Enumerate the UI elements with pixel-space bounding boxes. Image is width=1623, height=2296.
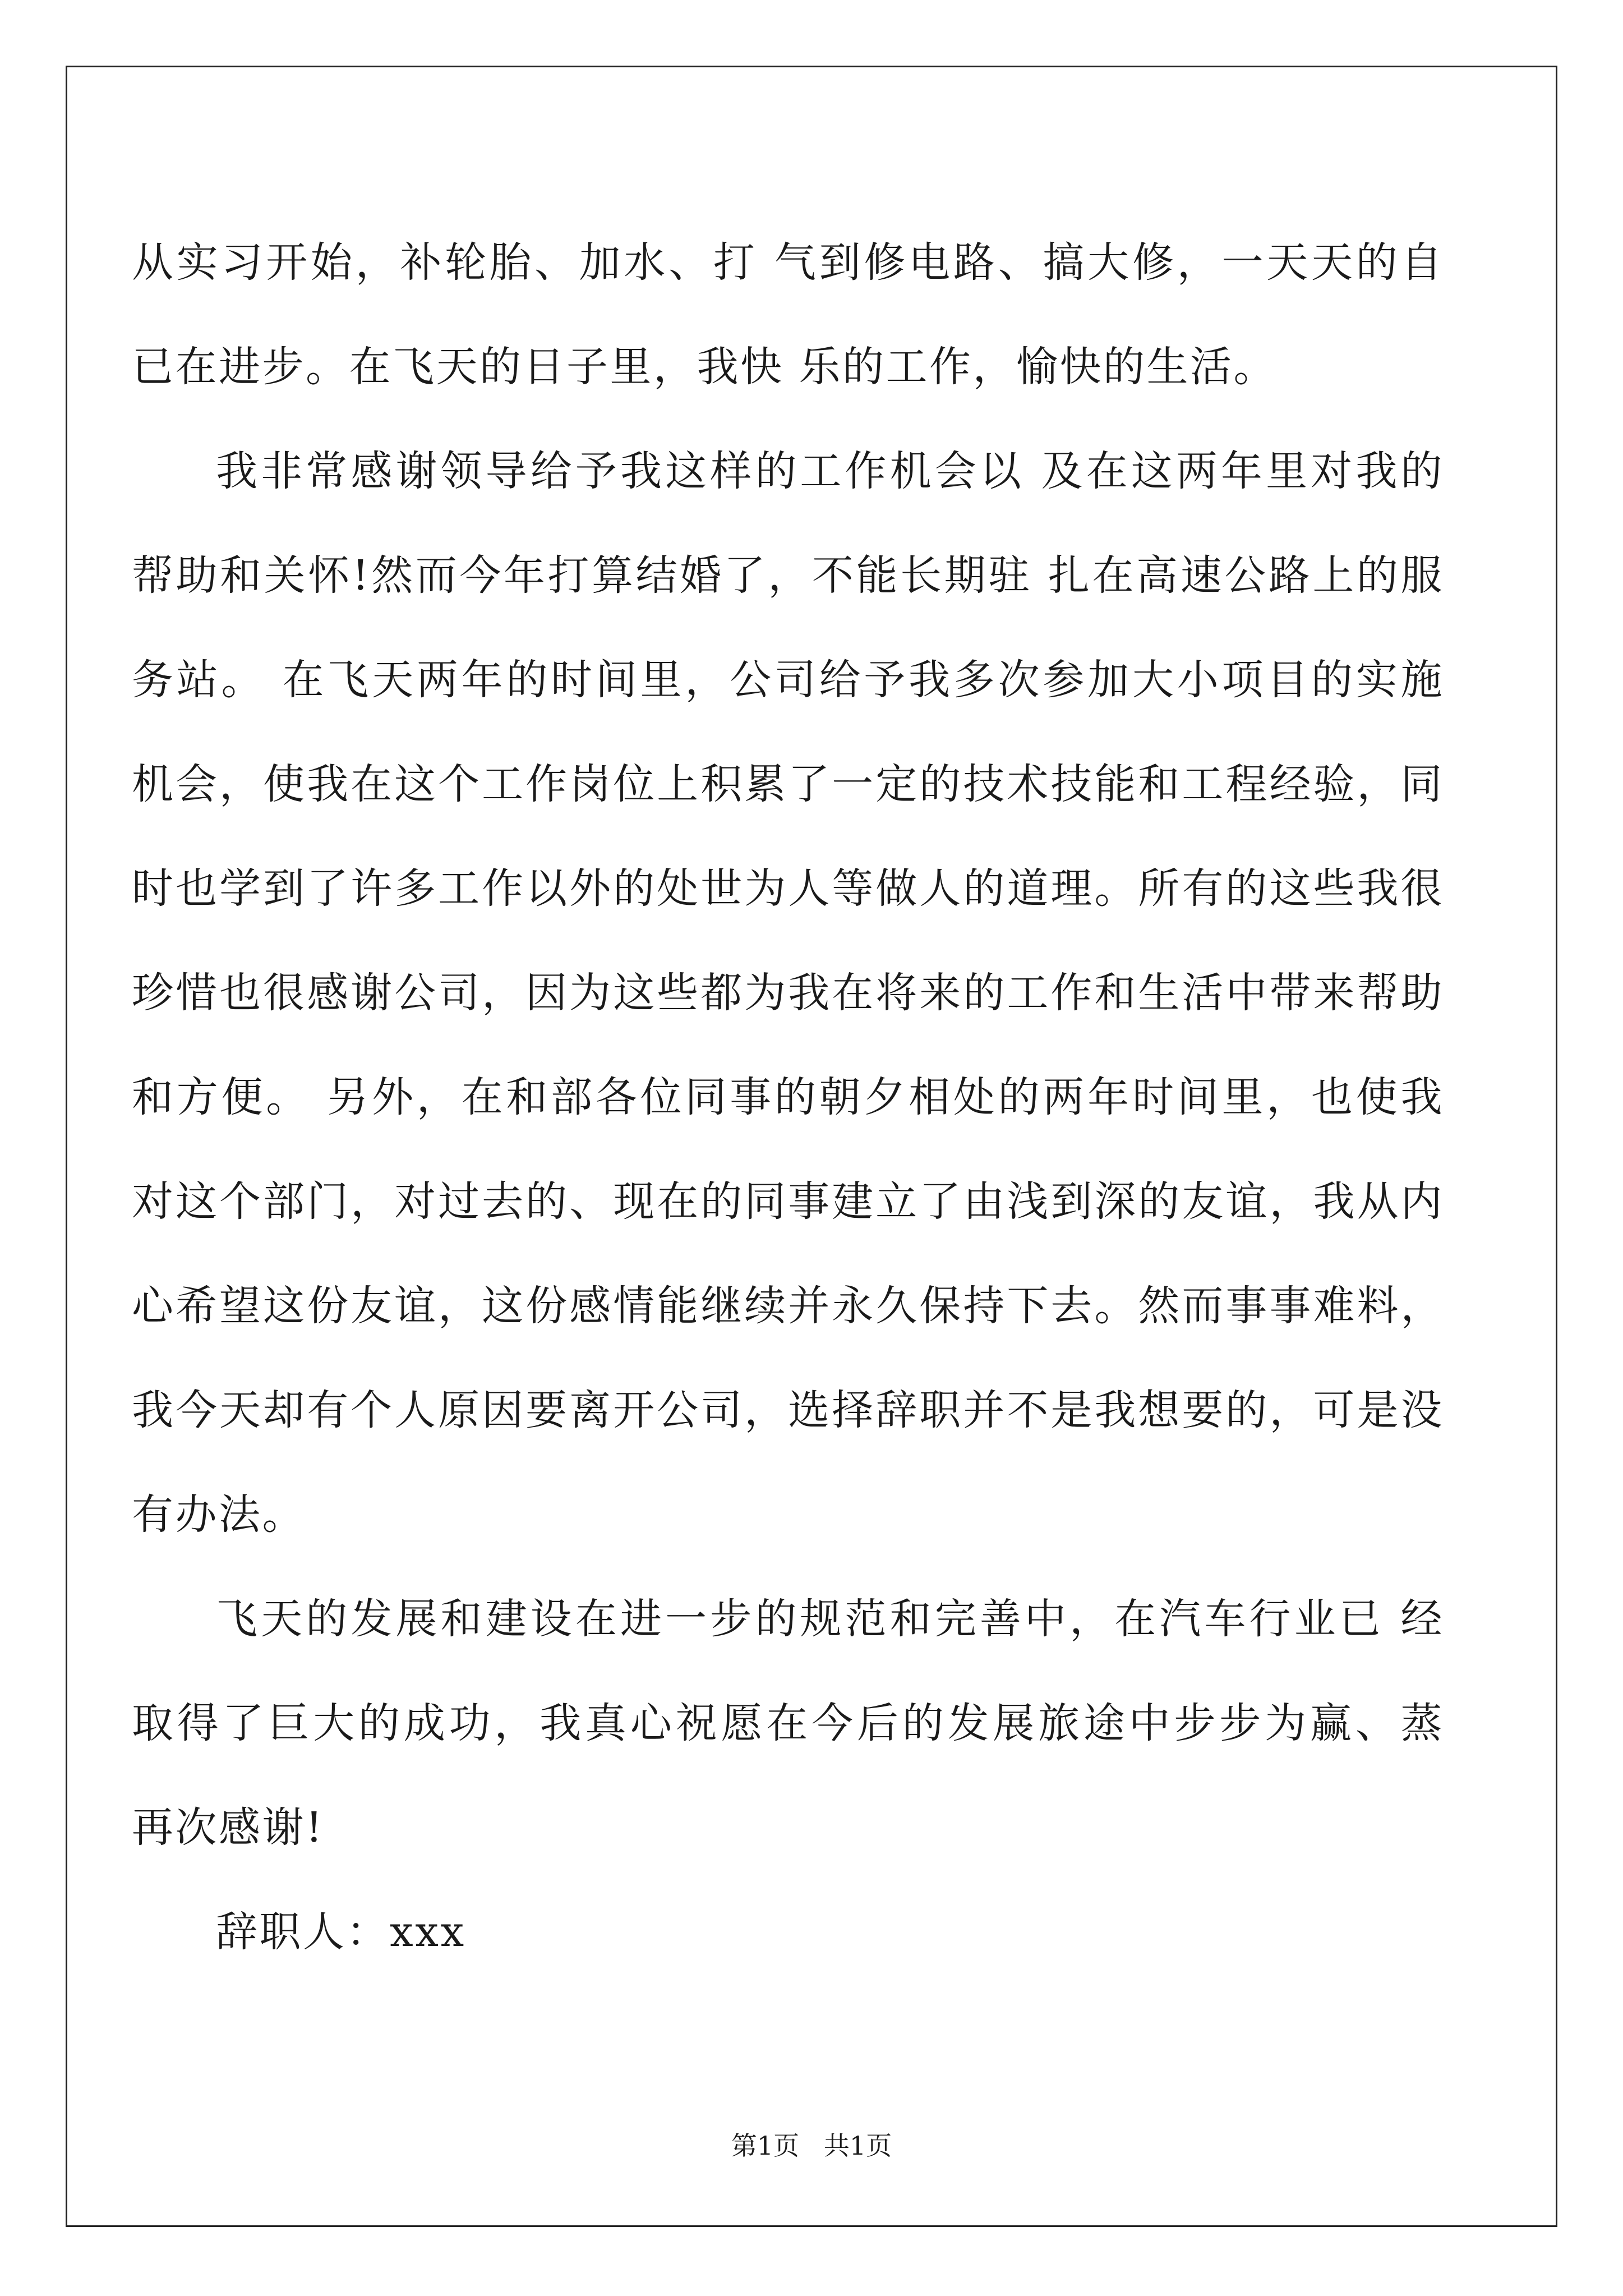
signature-line: 辞职人：xxx: [216, 1908, 466, 1956]
document-body: [132, 210, 1460, 1984]
paragraph-closing-wishes: 飞天的发展和建设在进一步的规范和完善中，在汽车行业已 经取得了巨大的成功，我真心祝愿在今后的发展旅途中步步为赢、蒸 再次感谢!: [132, 1595, 1460, 1852]
paragraph-thanks-and-reason: 我非常感谢领导给予我这样的工作机会以 及在这两年里对我的帮助和关怀!然而今年打算结婚了，不能长期驻 扎在高速公路上的服务站。 在飞天两年的时间里，公司给予我多次参加大小项目的实施机会，使我在这个工作岗位上积累了一定的技术技能和工程经验，同时也学到了许多工作以外的处世为人等做人的道理。所有的这些我很珍惜也很感谢公司，因为这些都为我在将来的工作和生活中带来帮助和方便。 另外，在和部各位同事的朝夕相处的两年时间里，也使我对这个部门，对过去的、现在的同事建立了由浅到深的友谊，我从内心希望这份友谊，这份感情能继续并永久保持下去。然而事事难料，我今天却有个人原因要离开公司，选择辞职并不是我想要的，可是没有办法。: [132, 447, 1444, 1539]
page-number-footer: 第1页 共1页: [731, 2131, 892, 2161]
paragraph-opening: 从实习开始，补轮胎、加水、打 气到修电路、搞大修，一天天的自已在进步。在飞天的日子里，我快 乐的工作，愉快的生活。: [132, 238, 1444, 391]
